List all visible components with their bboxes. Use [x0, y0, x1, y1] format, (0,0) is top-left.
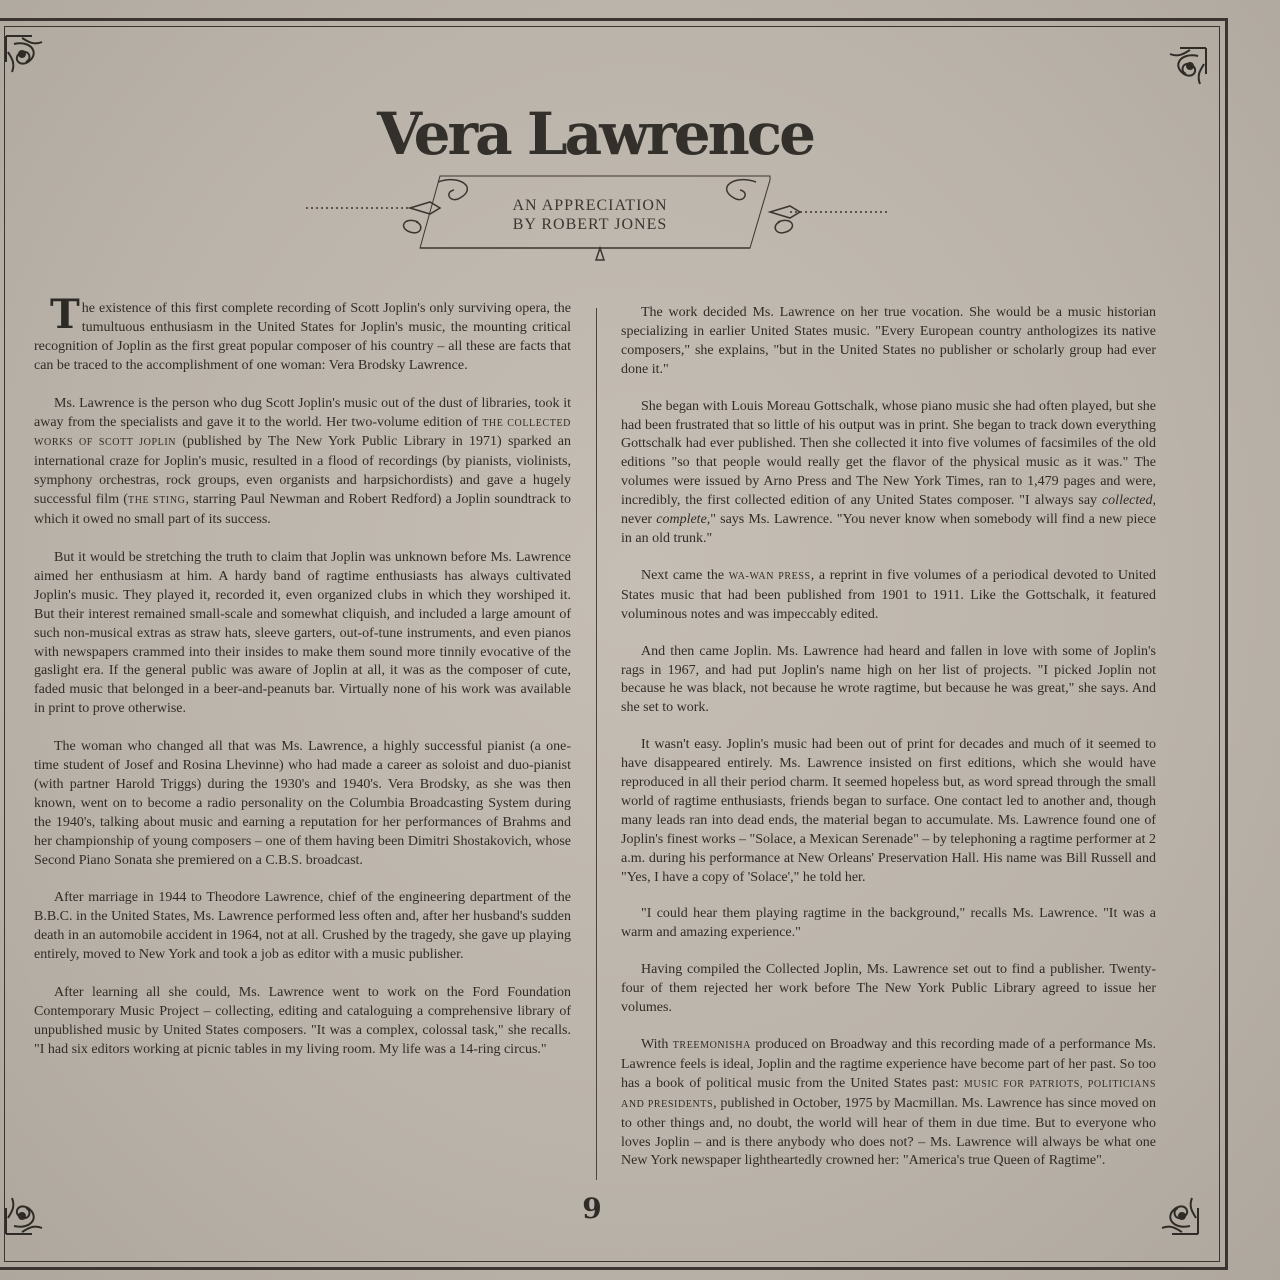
paragraph: "I could hear them playing ragtime in the background," recalls Ms. Lawrence. "It was a warm and amazing experience." — [621, 906, 1156, 941]
page-number: 9 — [582, 1192, 602, 1225]
corner-ornament-icon — [2, 32, 62, 92]
right-column — [621, 304, 1156, 1189]
paragraph: Next came the WA-WAN PRESS, a reprint in five volumes of a periodical devoted to United States music that had been published from 1901 to 1911. Like the Gottschalk, it featured voluminous notes and was impeccably edited. — [621, 567, 1156, 622]
paragraph: It wasn't easy. Joplin's music had been out of print for decades and much of it seemed to have disappeared entirely. Ms. Lawrence insisted on first editions, which she would have reproduced in all their period charm. It seemed hopeless but, as word spread through the small world of ragtime enthusiasts, friends began to surface. One contact led to another and, though many leads ran into dead ends, the material began to accumulate. Ms. Lawrence found one of Joplin's finest works – "Solace, a Mexican Serenade" – by telephoning a ragtime performer at 2 a.m. during his performance at New Orleans' Preservation Hall. His name was Bill Russell and "Yes, I have a copy of 'Solace'," he told her. — [621, 737, 1156, 885]
left-column — [34, 291, 572, 1079]
corner-ornament-icon — [1150, 44, 1210, 104]
paragraph: The woman who changed all that was Ms. Lawrence, a highly successful pianist (a one-time student of Josef and Rosina Lhevinne) who had made a career as soloist and duo-pianist (with partner Harold Triggs) during the 1930's and 1940's. Vera Brodsky, as she was then known, went on to become a radio personality on the Columbia Broadcasting System during the 1940's, talking about music and earning a reputation for her performances of Brahms and her championship of young composers – one of them having been Dimitri Shostakovich, whose Second Piano Sonata she premiered on a C.B.S. broadcast. — [34, 739, 571, 868]
paragraph: After learning all she could, Ms. Lawrence went to work on the Ford Foundation Contemporary Music Project – collecting, editing and cataloguing a comprehensive library of unpublished music by United States composers. "It was a complex, colossal task," she recalls. "I had six editors working at picnic tables in my living room. My life was a 14-ring circus." — [34, 985, 571, 1057]
corner-ornament-icon — [2, 1178, 62, 1238]
paragraph: Ms. Lawrence is the person who dug Scott Joplin's music out of the dust of libraries, took it away from the specialists and gave it to the world. Her two-volume edition of THE COLLECTED WORKS OF SCOTT JOPLIN (published by The New York Public Library in 1971) sparked an international craze for Joplin's music, resulted in a flood of recordings (by pianists, violinists, symphony orchestras, rock groups, even organists and harpsichordists) and gave a hugely successful film (THE STING, starring Paul Newman and Robert Redford) a Joplin soundtrack to which it owed no small part of its success. — [34, 395, 572, 528]
column-divider — [596, 308, 597, 1180]
paragraph: The existence of this first complete recording of Scott Joplin's only surviving opera, the tumultuous enthusiasm in the United States for Joplin's music, the mounting critical recognition of Joplin as the first great popular composer of his country – all these are facts that can be traced to the accomplishment of one woman: Vera Brodsky Lawrence. — [34, 291, 571, 373]
paragraph: She began with Louis Moreau Gottschalk, whose piano music she had often played, but she had been frustrated that so little of his output was in print. She began to track down everything Gottschalk had ever published. Then she collected it into five volumes of facsimiles of the old editions "so that people would really get the flavor of the physical music as it was." The volumes were issued by Arno Press and The New York Times, ran to 1,479 pages and were, incredibly, the first collected edition of any United States composer. "I always say collected, never complete," says Ms. Lawrence. "You never know when somebody will find a new piece in an old trunk." — [621, 398, 1156, 546]
paragraph: After marriage in 1944 to Theodore Lawrence, chief of the engineering department of the B.B.C. in the United States, Ms. Lawrence performed less often and, after her husband's sudden death in an automobile accident in 1964, not at all. Crushed by the tragedy, she gave up playing entirely, moved to New York and took a job as editor with a music publisher. — [34, 890, 571, 963]
subtitle — [440, 196, 740, 234]
subtitle-line-2: BY ROBERT JONES — [512, 216, 668, 233]
paragraph: The work decided Ms. Lawrence on her true vocation. She would be a music historian specializing in earlier United States music. "Every European country anthologizes its native composers," she explains, "but in the United States no publisher or scholarly group had ever done it." — [621, 305, 1156, 377]
page-title: Vera Lawrence — [376, 100, 814, 168]
paragraph: With TREEMONISHA produced on Broadway and this recording made of a performance Ms. Lawrence feels is ideal, Joplin and the ragtime experience have become part of her past. So too has a book of political music from the United States past: MUSIC FOR PATRIOTS, POLITICIANS AND PRESIDENTS, published in October, 1975 by Macmillan. Ms. Lawrence has since moved on to other things and, no doubt, the world will hear of them in due time. But to everyone who loves Joplin – and is there anybody who does not? – Ms. Lawrence will always be what one New York newspaper lightheartedly crowned her: "America's true Queen of Ragtime". — [621, 1037, 1156, 1169]
drop-cap: T — [50, 291, 80, 338]
paragraph: And then came Joplin. Ms. Lawrence had heard and fallen in love with some of Joplin's rags in 1967, and had put Joplin's name high on her list of projects. "I picked Joplin not because he was black, not because he wrote ragtime, but because he was great," she says. And she set to work. — [621, 643, 1156, 716]
subtitle-line-1: AN APPRECIATION — [512, 197, 668, 214]
paragraph: Having compiled the Collected Joplin, Ms. Lawrence set out to find a publisher. Twenty-four of them rejected her work before The New York Public Library agreed to issue her volumes. — [621, 962, 1156, 1016]
paragraph: But it would be stretching the truth to claim that Joplin was unknown before Ms. Lawrence aimed her enthusiasm at him. A hardy band of ragtime enthusiasts has always cultivated Joplin's music. They played it, recorded it, even organized clubs in which they worshiped it. But their interest remained small-scale and somewhat cliquish, and included a large amount of such non-musical extras as straw hats, sleeve garters, out-of-tune instruments, and even pianos with newspapers crammed into their insides to make them sound more tinnily evocative of the gaslight era. If the general public was aware of Joplin at all, it was as the composer of cute, faded music that belonged in a beer-and-peanuts bar. Virtually none of his work was available in print to prove otherwise. — [34, 549, 571, 717]
